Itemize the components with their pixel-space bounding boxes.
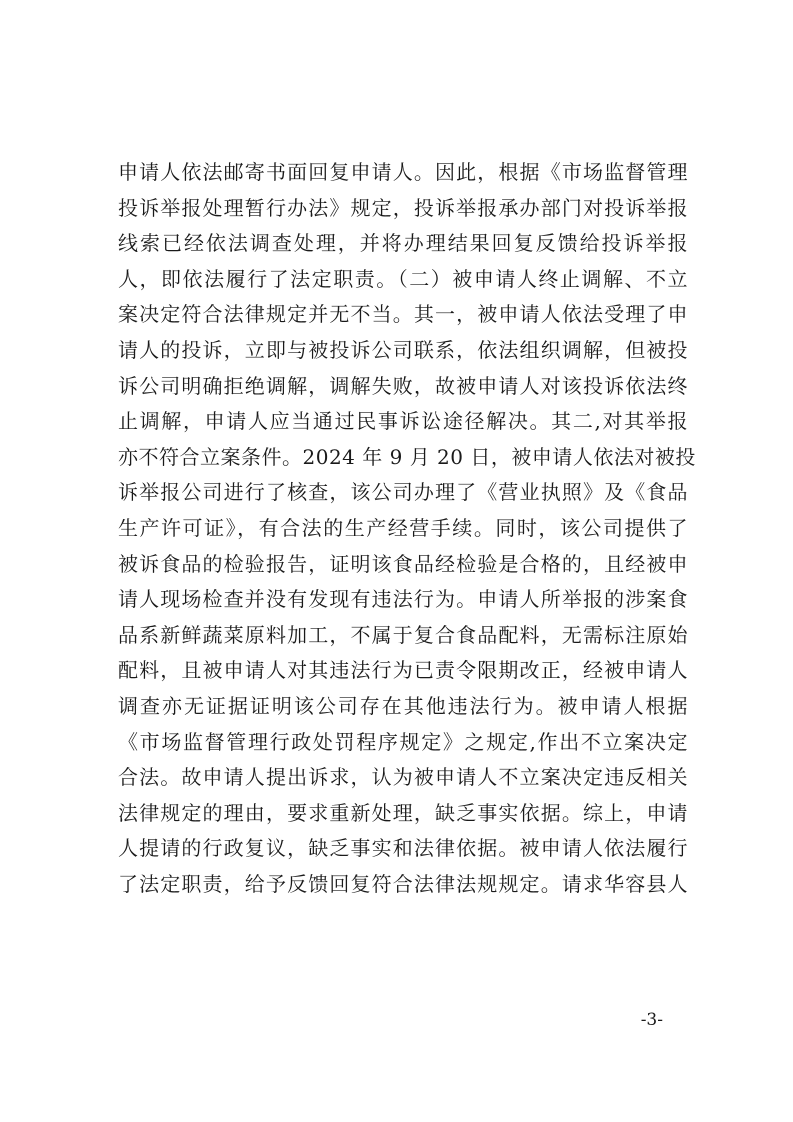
text-line: 诉举报公司进行了核查，该公司办理了《营业执照》及《食品 <box>118 480 688 505</box>
text-line: 投诉举报处理暂行办法》规定，投诉举报承办部门对投诉举报 <box>118 195 688 220</box>
text-line: 请人的投诉，立即与被投诉公司联系，依法组织调解，但被投 <box>118 337 688 362</box>
text-line: 亦不符合立案条件。2024 年 9 月 20 日，被申请人依法对被投 <box>118 444 696 469</box>
text-line: 配料，且被申请人对其违法行为已责令限期改正，经被申请人 <box>118 658 688 683</box>
text-line: 案决定符合法律规定并无不当。其一，被申请人依法受理了申 <box>118 302 688 327</box>
text-line: 被诉食品的检验报告，证明该食品经检验是合格的，且经被申 <box>118 551 688 576</box>
text-line: 人，即依法履行了法定职责。（二）被申请人终止调解、不立 <box>118 266 688 291</box>
text-line: 请人现场检查并没有发现有违法行为。申请人所举报的涉案食 <box>118 587 688 612</box>
text-line: 《市场监督管理行政处罚程序规定》之规定,作出不立案决定 <box>118 729 688 754</box>
page-number: -3- <box>640 1010 663 1030</box>
text-line: 线索已经依法调查处理，并将办理结果回复反馈给投诉举报 <box>118 231 688 256</box>
text-line: 品系新鲜蔬菜原料加工，不属于复合食品配料，无需标注原始 <box>118 622 688 647</box>
text-line: 法律规定的理由，要求重新处理，缺乏事实依据。综上，申请 <box>118 800 688 825</box>
text-line: 了法定职责，给予反馈回复符合法律法规规定。请求华容县人 <box>118 871 688 896</box>
text-line: 调查亦无证据证明该公司存在其他违法行为。被申请人根据 <box>118 693 688 718</box>
text-line: 人提请的行政复议，缺乏事实和法律依据。被申请人依法履行 <box>118 836 688 861</box>
text-line: 止调解，申请人应当通过民事诉讼途径解决。其二,对其举报 <box>118 409 688 434</box>
text-line: 诉公司明确拒绝调解，调解失败，故被申请人对该投诉依法终 <box>118 373 688 398</box>
text-line: 申请人依法邮寄书面回复申请人。因此，根据《市场监督管理 <box>118 160 688 184</box>
text-line: 生产许可证》，有合法的生产经营手续。同时，该公司提供了 <box>118 515 688 540</box>
body-paragraph <box>118 155 696 902</box>
text-line: 合法。故申请人提出诉求，认为被申请人不立案决定违反相关 <box>118 765 688 790</box>
